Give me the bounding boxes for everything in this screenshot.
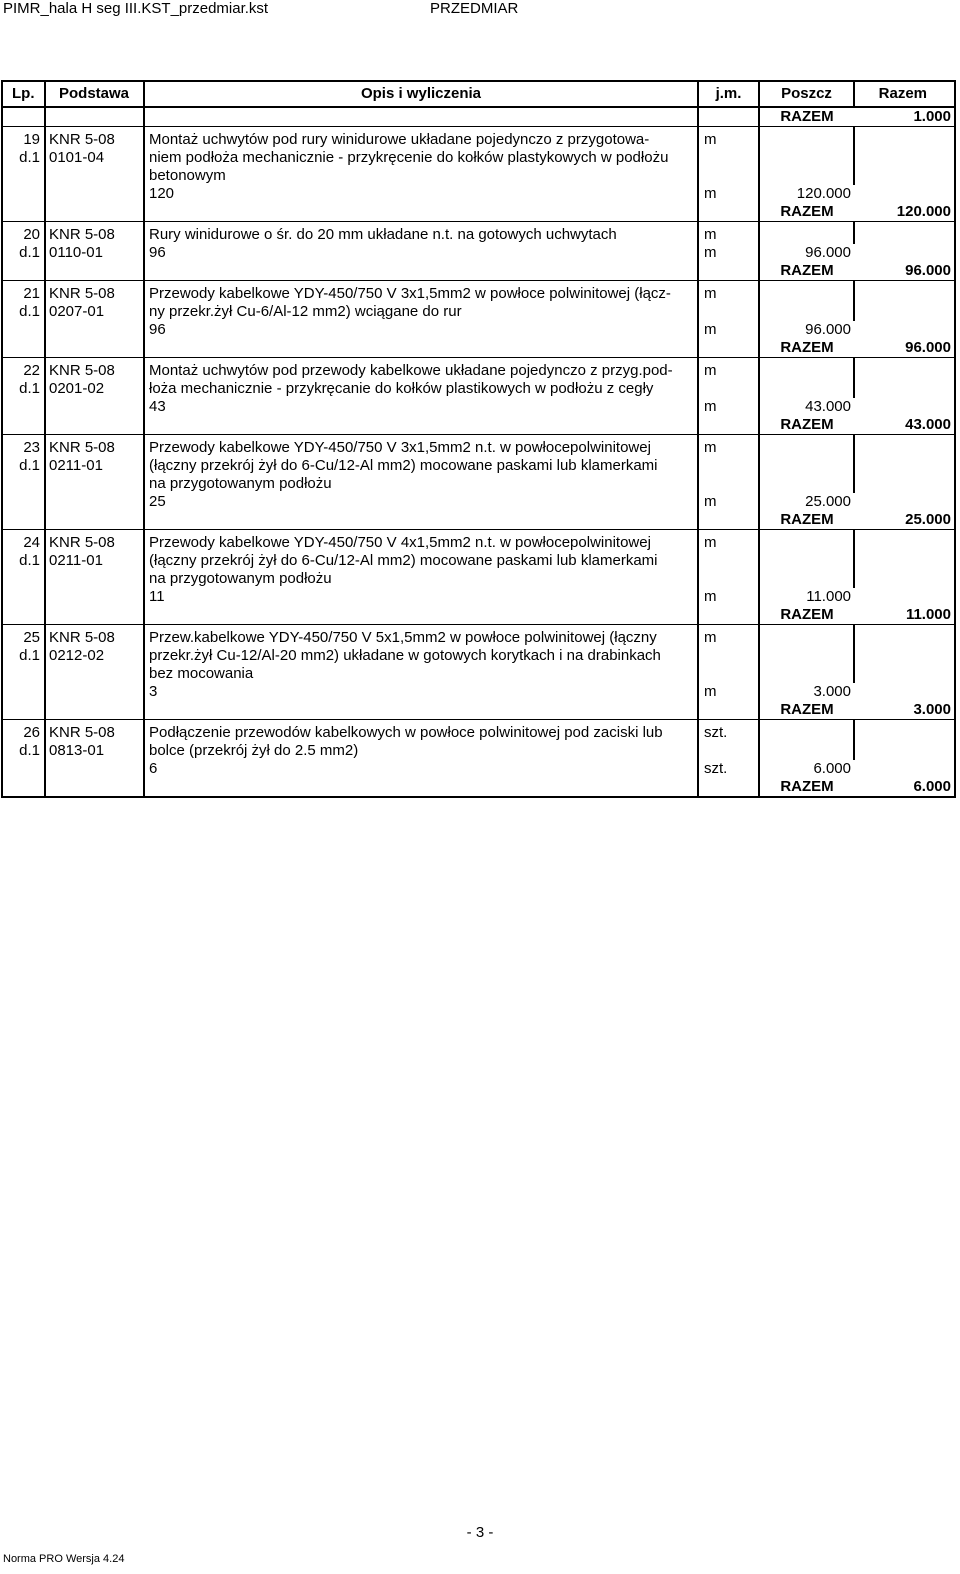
item-podstawa: KNR 5-08 0110-01 bbox=[45, 222, 144, 281]
item-description: Montaż uchwytów pod rury winidurowe układane pojedynczo z przygotowa- niem podłoża mechanicznie - przykręcenie do kołków plastykowych w podłożu betonowym bbox=[144, 127, 698, 186]
razem-value: 3.000 bbox=[854, 701, 955, 720]
empty-cell bbox=[759, 625, 854, 684]
razem-label: RAZEM bbox=[759, 203, 854, 222]
item-lp: 20 d.1 bbox=[2, 222, 45, 281]
table-row bbox=[2, 435, 955, 494]
table-row bbox=[2, 720, 955, 761]
empty-cell bbox=[854, 493, 955, 511]
header-lp: Lp. bbox=[2, 81, 45, 107]
item-lp: 26 d.1 bbox=[2, 720, 45, 798]
calc-row bbox=[2, 185, 955, 203]
empty-cell bbox=[144, 203, 698, 222]
empty-cell bbox=[2, 107, 45, 127]
item-poszcz: 3.000 bbox=[813, 683, 851, 700]
empty-cell bbox=[759, 127, 854, 186]
item-poszcz: 96.000 bbox=[805, 244, 851, 261]
item-podstawa: KNR 5-08 0101-04 bbox=[45, 127, 144, 222]
item-calc: 120 bbox=[144, 185, 698, 203]
table-body bbox=[2, 107, 955, 797]
razem-label: RAZEM bbox=[759, 701, 854, 720]
item-unit: m bbox=[698, 358, 759, 399]
calc-row bbox=[2, 760, 955, 778]
razem-value: 11.000 bbox=[854, 606, 955, 625]
empty-cell bbox=[759, 222, 854, 245]
razem-label: RAZEM bbox=[759, 416, 854, 435]
table-row bbox=[2, 127, 955, 186]
item-calc: 25 bbox=[144, 493, 698, 511]
empty-cell bbox=[854, 683, 955, 701]
empty-cell bbox=[854, 244, 955, 262]
empty-cell bbox=[144, 701, 698, 720]
item-poszcz: 6.000 bbox=[813, 760, 851, 777]
empty-cell bbox=[144, 107, 698, 127]
empty-cell bbox=[854, 222, 955, 245]
empty-cell bbox=[144, 778, 698, 797]
empty-cell bbox=[144, 262, 698, 281]
empty-cell bbox=[759, 720, 854, 761]
table-row bbox=[2, 222, 955, 245]
razem-value: 96.000 bbox=[854, 339, 955, 358]
item-unit: m bbox=[698, 530, 759, 589]
opening-razem-row bbox=[2, 107, 955, 127]
item-podstawa: KNR 5-08 0207-01 bbox=[45, 281, 144, 358]
empty-cell bbox=[698, 339, 759, 358]
empty-cell bbox=[854, 760, 955, 778]
empty-cell bbox=[698, 107, 759, 127]
item-poszcz: 43.000 bbox=[805, 398, 851, 415]
razem-row bbox=[2, 511, 955, 530]
empty-cell bbox=[854, 398, 955, 416]
header-podstawa: Podstawa bbox=[45, 81, 144, 107]
empty-cell bbox=[698, 262, 759, 281]
header-row bbox=[2, 81, 955, 107]
item-poszcz: 96.000 bbox=[805, 321, 851, 338]
empty-cell bbox=[759, 530, 854, 589]
razem-value: 43.000 bbox=[854, 416, 955, 435]
item-calc: 3 bbox=[144, 683, 698, 701]
document-title: PRZEDMIAR bbox=[430, 0, 519, 17]
item-description: Podłączenie przewodów kabelkowych w powłoce polwinitowej pod zaciski lub bolce (przekrój żył do 2.5 mm2) bbox=[144, 720, 698, 761]
empty-cell bbox=[759, 358, 854, 399]
item-lp: 25 d.1 bbox=[2, 625, 45, 720]
table-row bbox=[2, 530, 955, 589]
header-jm: j.m. bbox=[698, 81, 759, 107]
item-unit: m bbox=[698, 127, 759, 186]
item-podstawa: KNR 5-08 0212-02 bbox=[45, 625, 144, 720]
calc-row bbox=[2, 398, 955, 416]
empty-cell bbox=[854, 321, 955, 339]
item-unit: m bbox=[698, 222, 759, 245]
item-description: Przewody kabelkowe YDY-450/750 V 3x1,5mm2 w powłoce polwinitowej (łącz- ny przekr.żył Cu-6/Al-12 mm2) wciągane do rur bbox=[144, 281, 698, 322]
item-lp: 19 d.1 bbox=[2, 127, 45, 222]
item-lp: 23 d.1 bbox=[2, 435, 45, 530]
item-calc-unit: m bbox=[698, 398, 759, 416]
item-description: Przewody kabelkowe YDY-450/750 V 4x1,5mm2 n.t. w powłocepolwinitowej (łączny przekrój żył do 6-Cu/12-Al mm2) mocowane paskami lub klamerkami na przygotowanym podłożu bbox=[144, 530, 698, 589]
item-unit: m bbox=[698, 435, 759, 494]
empty-cell bbox=[144, 606, 698, 625]
item-description: Przew.kabelkowe YDY-450/750 V 5x1,5mm2 w powłoce polwinitowej (łączny przekr.żył Cu-12/Al-20 mm2) układane w gotowych korytkach i na drabinkach bez mocowania bbox=[144, 625, 698, 684]
razem-row bbox=[2, 339, 955, 358]
item-calc: 11 bbox=[144, 588, 698, 606]
razem-value: 120.000 bbox=[854, 203, 955, 222]
item-calc-unit: m bbox=[698, 321, 759, 339]
empty-cell bbox=[144, 416, 698, 435]
calc-row bbox=[2, 683, 955, 701]
empty-cell bbox=[854, 720, 955, 761]
empty-cell bbox=[854, 435, 955, 494]
razem-value: 1.000 bbox=[854, 107, 955, 127]
empty-cell bbox=[698, 511, 759, 530]
table-row bbox=[2, 625, 955, 684]
razem-label: RAZEM bbox=[759, 511, 854, 530]
empty-cell bbox=[854, 588, 955, 606]
razem-label: RAZEM bbox=[759, 107, 854, 127]
item-description: Montaż uchwytów pod przewody kabelkowe układane pojedynczo z przyg.pod- łoża mechanicznie - przykręcanie do kołków plastikowych w podłożu z cegły bbox=[144, 358, 698, 399]
razem-row bbox=[2, 262, 955, 281]
item-lp: 21 d.1 bbox=[2, 281, 45, 358]
item-podstawa: KNR 5-08 0813-01 bbox=[45, 720, 144, 798]
calc-row bbox=[2, 244, 955, 262]
razem-row bbox=[2, 701, 955, 720]
item-unit: m bbox=[698, 281, 759, 322]
item-calc-unit: m bbox=[698, 683, 759, 701]
item-unit: szt. bbox=[698, 720, 759, 761]
item-calc-unit: m bbox=[698, 588, 759, 606]
header-razem: Razem bbox=[854, 81, 955, 107]
item-poszcz: 120.000 bbox=[796, 185, 851, 202]
empty-cell bbox=[698, 203, 759, 222]
razem-row bbox=[2, 203, 955, 222]
empty-cell bbox=[854, 358, 955, 399]
header-poszcz: Poszcz bbox=[759, 81, 854, 107]
razem-label: RAZEM bbox=[759, 778, 854, 797]
item-calc-unit: m bbox=[698, 493, 759, 511]
item-unit: m bbox=[698, 625, 759, 684]
item-description: Rury winidurowe o śr. do 20 mm układane n.t. na gotowych uchwytach bbox=[144, 222, 698, 245]
item-calc: 96 bbox=[144, 321, 698, 339]
empty-cell bbox=[854, 127, 955, 186]
table-row bbox=[2, 358, 955, 399]
empty-cell bbox=[854, 281, 955, 322]
item-calc-unit: m bbox=[698, 244, 759, 262]
item-podstawa: KNR 5-08 0211-01 bbox=[45, 530, 144, 625]
empty-cell bbox=[698, 701, 759, 720]
calc-row bbox=[2, 321, 955, 339]
empty-cell bbox=[854, 185, 955, 203]
item-poszcz: 11.000 bbox=[806, 588, 851, 605]
razem-row bbox=[2, 416, 955, 435]
razem-label: RAZEM bbox=[759, 262, 854, 281]
item-poszcz: 25.000 bbox=[805, 493, 851, 510]
empty-cell bbox=[698, 778, 759, 797]
page-number: - 3 - bbox=[466, 1524, 494, 1541]
empty-cell bbox=[144, 339, 698, 358]
item-calc: 96 bbox=[144, 244, 698, 262]
file-title: PIMR_hala H seg III.KST_przedmiar.kst bbox=[3, 0, 269, 17]
empty-cell bbox=[759, 435, 854, 494]
razem-row bbox=[2, 778, 955, 797]
razem-row bbox=[2, 606, 955, 625]
empty-cell bbox=[144, 511, 698, 530]
item-lp: 24 d.1 bbox=[2, 530, 45, 625]
empty-cell bbox=[759, 281, 854, 322]
header-opis: Opis i wyliczenia bbox=[144, 81, 698, 107]
item-description: Przewody kabelkowe YDY-450/750 V 3x1,5mm2 n.t. w powłocepolwinitowej (łączny przekrój żył do 6-Cu/12-Al mm2) mocowane paskami lub klamerkami na przygotowanym podłożu bbox=[144, 435, 698, 494]
empty-cell bbox=[698, 416, 759, 435]
razem-label: RAZEM bbox=[759, 339, 854, 358]
razem-value: 6.000 bbox=[854, 778, 955, 797]
przedmiar-table bbox=[1, 80, 956, 798]
item-podstawa: KNR 5-08 0201-02 bbox=[45, 358, 144, 435]
empty-cell bbox=[698, 606, 759, 625]
item-calc: 43 bbox=[144, 398, 698, 416]
razem-label: RAZEM bbox=[759, 606, 854, 625]
footer-version: Norma PRO Wersja 4.24 bbox=[3, 1553, 125, 1565]
item-calc: 6 bbox=[144, 760, 698, 778]
calc-row bbox=[2, 493, 955, 511]
razem-value: 96.000 bbox=[854, 262, 955, 281]
item-calc-unit: szt. bbox=[698, 760, 759, 778]
empty-cell bbox=[45, 107, 144, 127]
item-calc-unit: m bbox=[698, 185, 759, 203]
empty-cell bbox=[854, 530, 955, 589]
razem-value: 25.000 bbox=[854, 511, 955, 530]
item-lp: 22 d.1 bbox=[2, 358, 45, 435]
item-podstawa: KNR 5-08 0211-01 bbox=[45, 435, 144, 530]
empty-cell bbox=[854, 625, 955, 684]
calc-row bbox=[2, 588, 955, 606]
table-row bbox=[2, 281, 955, 322]
